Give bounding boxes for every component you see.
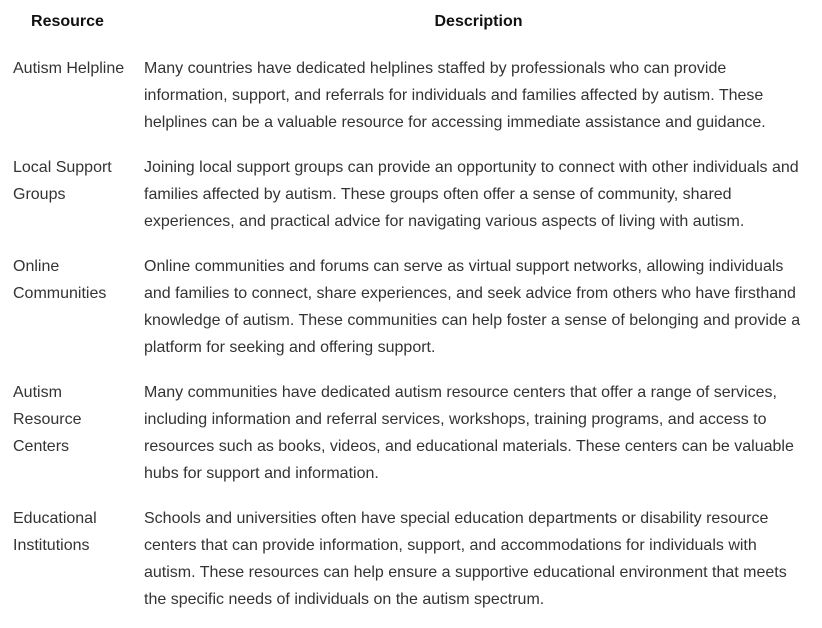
description-cell: Many communities have dedicated autism resource centers that offer a range of services, including information and referral services, workshops, training programs, and access to resources such as books, videos, and educational materials. These centers can be valuable hubs for support and information. bbox=[144, 384, 794, 482]
table-body bbox=[0, 32, 822, 617]
table-row bbox=[0, 491, 822, 617]
table-row bbox=[0, 32, 822, 140]
resource-cell: Autism Helpline bbox=[13, 60, 125, 77]
table-row bbox=[0, 239, 822, 365]
header-resource: Resource bbox=[31, 13, 104, 30]
table-header bbox=[0, 0, 822, 32]
resource-cell: Local Support Groups bbox=[13, 159, 112, 203]
resource-cell: Online Communities bbox=[13, 258, 107, 302]
header-description: Description bbox=[434, 13, 523, 30]
header-row bbox=[0, 0, 822, 32]
description-cell: Online communities and forums can serve as virtual support networks, allowing individuals and families to connect, share experiences, and seek advice from others who have firsthand knowledge of autism. These communities can help foster a sense of belonging and provide a platform for seeking and offering support. bbox=[144, 258, 801, 356]
table-row bbox=[0, 365, 822, 491]
description-cell: Joining local support groups can provide an opportunity to connect with other individuals and families affected by autism. These groups often offer a sense of community, shared experiences, and practical advice for navigating various aspects of living with autism. bbox=[144, 159, 799, 230]
description-cell: Schools and universities often have special education departments or disability resource centers that can provide information, support, and accommodations for individuals with autism. These resources can help ensure a supportive educational environment that meets the specific needs of individuals on the autism spectrum. bbox=[144, 510, 787, 608]
resource-cell: Educational Institutions bbox=[13, 510, 97, 554]
resource-cell: Autism Resource Centers bbox=[13, 384, 82, 455]
table-row bbox=[0, 140, 822, 239]
description-cell: Many countries have dedicated helplines staffed by professionals who can provide information, support, and referrals for individuals and families affected by autism. These helplines can be a valuable resource for accessing immediate assistance and guidance. bbox=[144, 60, 766, 131]
